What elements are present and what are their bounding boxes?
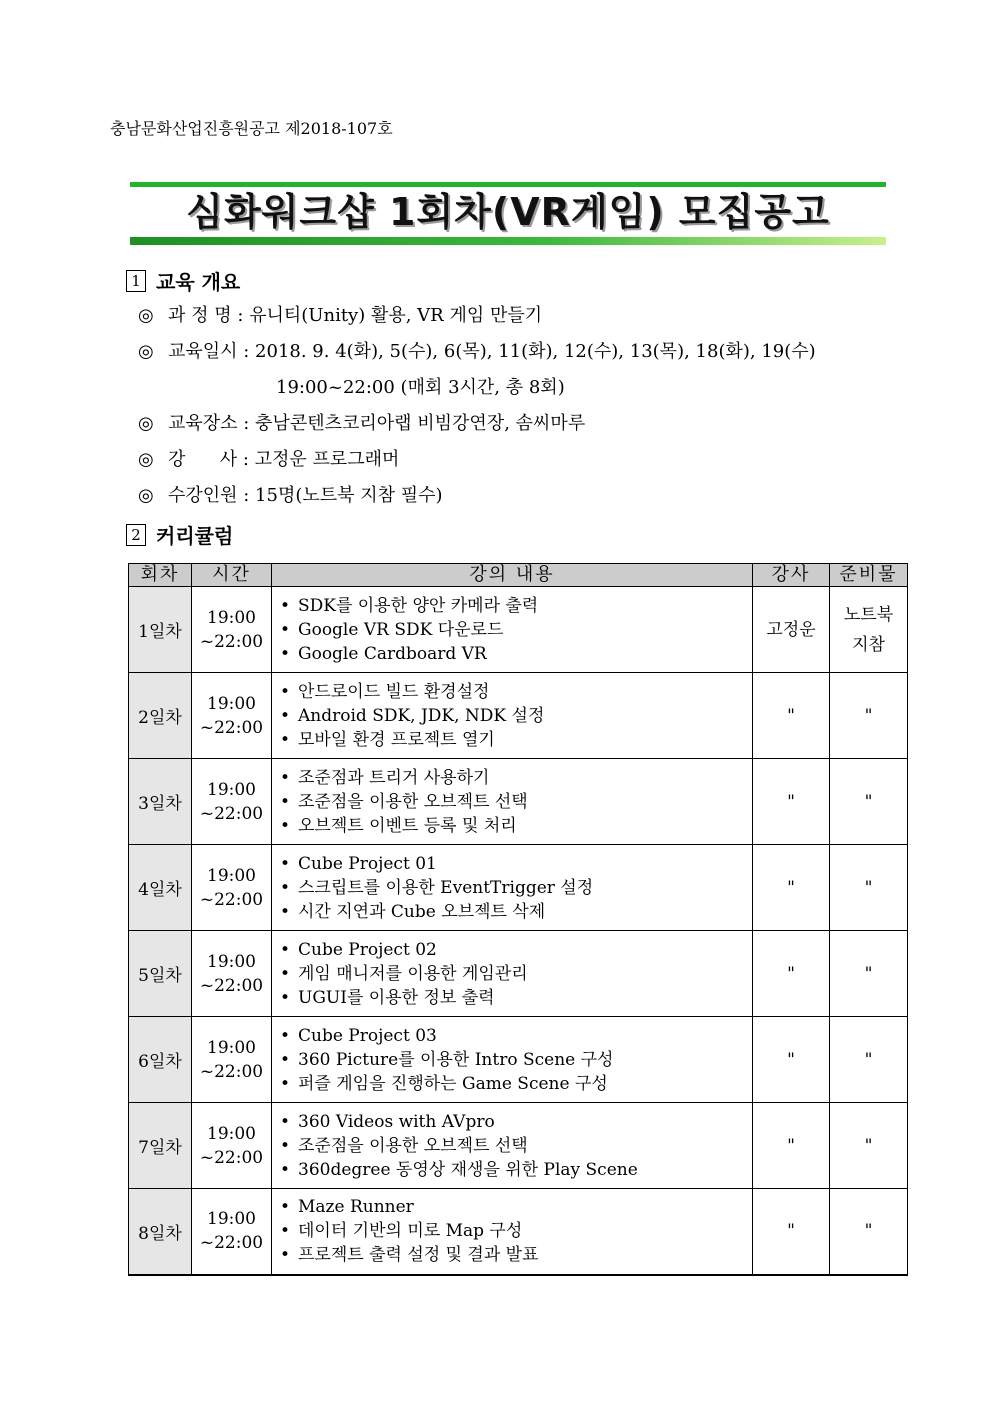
title-bar-bottom: [130, 237, 886, 245]
materials-cell: [830, 1017, 908, 1103]
materials-cell: [830, 1189, 908, 1275]
overview-text: 강 사 : 고정운 프로그래머: [168, 449, 400, 470]
section-curriculum-heading: [126, 520, 233, 549]
lecture-item: • 프로젝트 출력 설정 및 결과 발표: [280, 1243, 752, 1267]
instructor-cell: ": [753, 673, 830, 759]
content-cell: [272, 673, 753, 759]
lecture-item: • Google VR SDK 다운로드: [280, 618, 752, 642]
materials-line1: ": [864, 1221, 873, 1242]
time-end: ~22:00: [199, 803, 264, 824]
lecture-item: • 360 Videos with AVpro: [280, 1110, 752, 1134]
materials-line1: ": [864, 963, 873, 984]
content-cell: [272, 587, 753, 673]
instructor-cell: ": [753, 931, 830, 1017]
session-cell: 4일차: [129, 845, 192, 931]
title-banner: [130, 182, 888, 246]
time-cell: [192, 587, 272, 673]
time-start: 19:00: [207, 1037, 256, 1058]
lecture-item: • 오브젝트 이벤트 등록 및 처리: [280, 814, 752, 838]
lecture-item: • 퍼즐 게임을 진행하는 Game Scene 구성: [280, 1072, 752, 1096]
overview-schedule-time: 19:00~22:00 (매회 3시간, 총 8회): [276, 377, 565, 398]
lecture-item: • Cube Project 02: [280, 938, 752, 962]
time-start: 19:00: [207, 1123, 256, 1144]
lecture-item: • 데이터 기반의 미로 Map 구성: [280, 1219, 752, 1243]
time-cell: [192, 1103, 272, 1189]
time-cell: [192, 931, 272, 1017]
table-row: [129, 931, 908, 1017]
time-cell: [192, 1189, 272, 1275]
time-start: 19:00: [207, 865, 256, 886]
lecture-item: • 게임 매니저를 이용한 게임관리: [280, 962, 752, 986]
time-start: 19:00: [207, 951, 256, 972]
double-circle-icon: ◎: [138, 485, 154, 506]
overview-capacity: [138, 485, 443, 507]
lecture-item: • 조준점을 이용한 오브젝트 선택: [280, 790, 752, 814]
materials-cell: [830, 1103, 908, 1189]
session-cell: 2일차: [129, 673, 192, 759]
materials-cell: [830, 673, 908, 759]
instructor-cell: 고정운: [753, 587, 830, 673]
lecture-item: • Maze Runner: [280, 1195, 752, 1219]
session-cell: 3일차: [129, 759, 192, 845]
overview-text: 교육장소 : 충남콘텐츠코리아랩 비빔강연장, 솜씨마루: [168, 413, 586, 434]
lecture-item: • 조준점을 이용한 오브젝트 선택: [280, 1134, 752, 1158]
table-row: [129, 759, 908, 845]
materials-line1: ": [864, 705, 873, 726]
double-circle-icon: ◎: [138, 305, 154, 326]
lecture-item: • 모바일 환경 프로젝트 열기: [280, 728, 752, 752]
session-cell: 5일차: [129, 931, 192, 1017]
section-label: 커리큘럼: [156, 524, 234, 548]
instructor-cell: ": [753, 1103, 830, 1189]
time-end: ~22:00: [199, 717, 264, 738]
time-cell: [192, 845, 272, 931]
materials-line1: ": [864, 791, 873, 812]
section-overview-heading: [126, 266, 240, 295]
materials-line1: ": [864, 1049, 873, 1070]
time-end: ~22:00: [199, 1061, 264, 1082]
content-cell: [272, 1189, 753, 1275]
title-bar-top: [130, 182, 886, 187]
table-row: [129, 1017, 908, 1103]
time-start: 19:00: [207, 779, 256, 800]
section-number: 2: [126, 524, 146, 546]
lecture-item: • 조준점과 트리거 사용하기: [280, 766, 752, 790]
content-cell: [272, 1017, 753, 1103]
header-content: 강의 내용: [272, 564, 753, 587]
notice-number: 충남문화산업진흥원공고 제2018-107호: [110, 119, 393, 138]
double-circle-icon: ◎: [138, 413, 154, 434]
header-time: 시간: [192, 564, 272, 587]
table-row: [129, 587, 908, 673]
double-circle-icon: ◎: [138, 341, 154, 362]
table-row: [129, 1189, 908, 1275]
lecture-item: • Android SDK, JDK, NDK 설정: [280, 704, 752, 728]
lecture-item: • UGUI를 이용한 정보 출력: [280, 986, 752, 1010]
time-end: ~22:00: [199, 1233, 264, 1254]
lecture-item: • 스크립트를 이용한 EventTrigger 설정: [280, 876, 752, 900]
section-number: 1: [126, 270, 146, 292]
lecture-item: • Cube Project 01: [280, 852, 752, 876]
session-cell: 6일차: [129, 1017, 192, 1103]
overview-instructor: [138, 449, 399, 471]
content-cell: [272, 759, 753, 845]
time-end: ~22:00: [199, 631, 264, 652]
session-cell: 7일차: [129, 1103, 192, 1189]
time-end: ~22:00: [199, 975, 264, 996]
instructor-cell: ": [753, 1017, 830, 1103]
content-cell: [272, 845, 753, 931]
materials-cell: [830, 759, 908, 845]
time-start: 19:00: [207, 607, 256, 628]
materials-line2: 지참: [852, 634, 885, 655]
instructor-cell: ": [753, 1189, 830, 1275]
lecture-item: • Cube Project 03: [280, 1024, 752, 1048]
time-cell: [192, 1017, 272, 1103]
table-row: [129, 1103, 908, 1189]
time-start: 19:00: [207, 1209, 256, 1230]
instructor-cell: ": [753, 759, 830, 845]
time-cell: [192, 759, 272, 845]
session-cell: 8일차: [129, 1189, 192, 1275]
lecture-item: • SDK를 이용한 양안 카메라 출력: [280, 594, 752, 618]
header-session: 회차: [129, 564, 192, 587]
header-materials: 준비물: [830, 564, 908, 587]
page-title: 심화워크샵 1회차(VR게임) 모집공고: [186, 190, 830, 234]
time-end: ~22:00: [199, 889, 264, 910]
materials-line1: ": [864, 877, 873, 898]
lecture-item: • 시간 지연과 Cube 오브젝트 삭제: [280, 900, 752, 924]
header-instructor: 강사: [753, 564, 830, 587]
instructor-cell: ": [753, 845, 830, 931]
lecture-item: • 안드로이드 빌드 환경설정: [280, 680, 752, 704]
overview-location: [138, 413, 585, 435]
section-label: 교육 개요: [156, 270, 241, 294]
materials-line1: ": [864, 1135, 873, 1156]
overview-course: [138, 305, 542, 327]
lecture-item: • 360 Picture를 이용한 Intro Scene 구성: [280, 1048, 752, 1072]
double-circle-icon: ◎: [138, 449, 154, 470]
table-row: [129, 845, 908, 931]
content-cell: [272, 1103, 753, 1189]
materials-cell: [830, 931, 908, 1017]
lecture-item: • Google Cardboard VR: [280, 642, 752, 666]
overview-text: 과 정 명 : 유니티(Unity) 활용, VR 게임 만들기: [168, 305, 543, 326]
materials-line1: 노트북: [843, 604, 894, 625]
overview-dates: [138, 341, 816, 363]
table-header-row: [129, 564, 908, 587]
content-cell: [272, 931, 753, 1017]
materials-cell: [830, 845, 908, 931]
time-end: ~22:00: [199, 1147, 264, 1168]
materials-cell: [830, 587, 908, 673]
table-row: [129, 673, 908, 759]
curriculum-table: [128, 563, 908, 1276]
time-cell: [192, 673, 272, 759]
overview-text: 교육일시 : 2018. 9. 4(화), 5(수), 6(목), 11(화), 12(수), 13(목), 18(화), 19(수): [168, 341, 816, 362]
overview-text: 수강인원 : 15명(노트북 지참 필수): [168, 485, 443, 506]
lecture-item: • 360degree 동영상 재생을 위한 Play Scene: [280, 1158, 752, 1182]
time-start: 19:00: [207, 693, 256, 714]
session-cell: 1일차: [129, 587, 192, 673]
